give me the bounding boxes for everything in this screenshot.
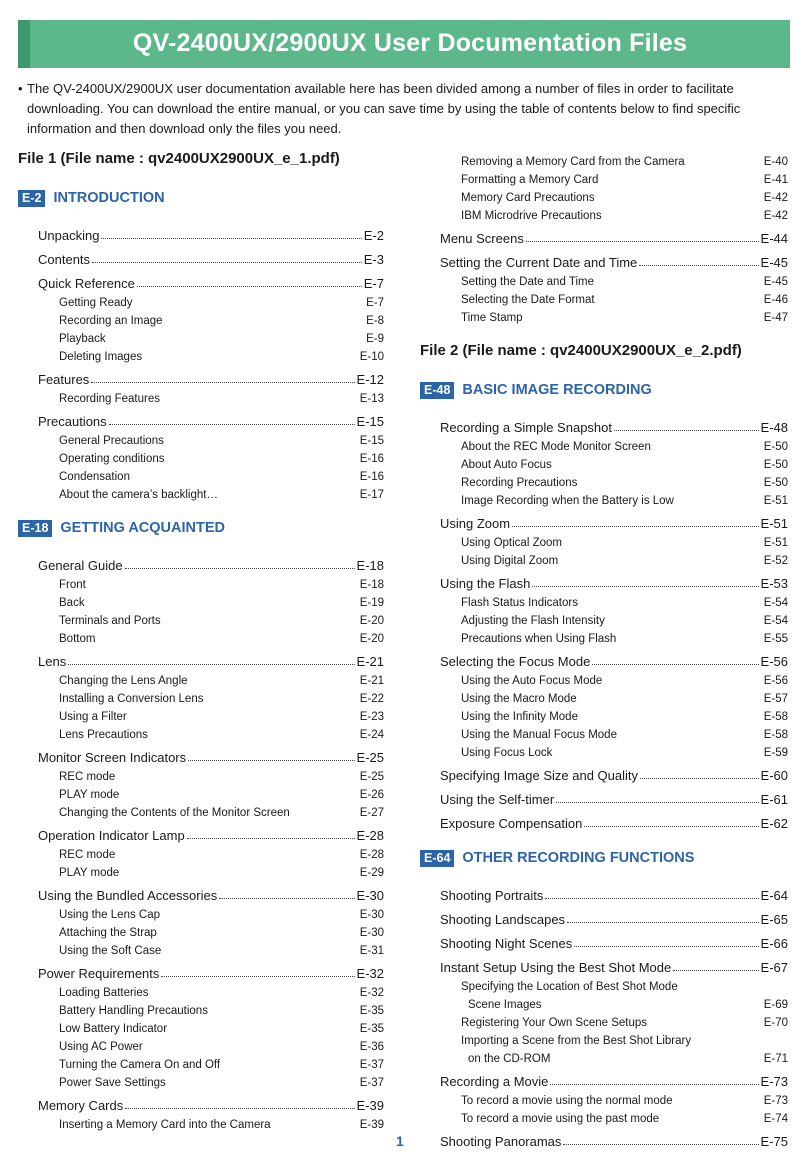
toc-subentry[interactable]: About the camera’s backlight… E-17 xyxy=(59,489,384,501)
toc-subentry[interactable]: Loading Batteries E-32 xyxy=(59,987,384,999)
toc-subentry[interactable]: Specifying the Location of Best Shot Mode xyxy=(461,981,678,993)
toc-subentry[interactable]: Precautions when Using Flash E-55 xyxy=(461,633,788,645)
toc-entry[interactable]: Recording a Movie E-73 xyxy=(440,1074,788,1089)
title-banner xyxy=(18,20,790,68)
toc-subentry[interactable]: Getting Ready E-7 xyxy=(59,297,384,309)
toc-entry[interactable]: Shooting Panoramas E-75 xyxy=(440,1134,788,1149)
toc-entry[interactable]: General Guide E-18 xyxy=(38,558,384,573)
toc-subentry[interactable]: Setting the Date and Time E-45 xyxy=(461,276,788,288)
bullet-icon: • xyxy=(18,81,23,96)
toc-entry[interactable]: Exposure Compensation E-62 xyxy=(440,816,788,831)
toc-subentry[interactable]: Condensation E-16 xyxy=(59,471,384,483)
file2-title: File 2 (File name : qv2400UX2900UX_e_2.pdf) xyxy=(420,342,742,359)
toc-entry[interactable]: Instant Setup Using the Best Shot Mode E-67 xyxy=(440,960,788,975)
toc-subentry[interactable]: Recording Features E-13 xyxy=(59,393,384,405)
toc-entry[interactable]: Lens E-21 xyxy=(38,654,384,669)
toc-subentry[interactable]: Image Recording when the Battery is Low E-51 xyxy=(461,495,788,507)
toc-entry[interactable]: Using the Bundled Accessories E-30 xyxy=(38,888,384,903)
toc-subentry[interactable]: Using the Soft Case E-31 xyxy=(59,945,384,957)
section-page-badge: E-64 xyxy=(420,850,454,867)
toc-entry[interactable]: Shooting Portraits E-64 xyxy=(440,888,788,903)
toc-subentry[interactable]: Front E-18 xyxy=(59,579,384,591)
toc-subentry[interactable]: Importing a Scene from the Best Shot Library xyxy=(461,1035,692,1047)
toc-entry[interactable]: Shooting Landscapes E-65 xyxy=(440,912,788,927)
left-column xyxy=(18,150,384,1131)
toc-subentry[interactable]: Back E-19 xyxy=(59,597,384,609)
toc-subentry[interactable]: Scene Images E-69 xyxy=(468,999,788,1011)
section-page-badge: E-18 xyxy=(18,520,52,537)
section-page-badge: E-2 xyxy=(18,190,45,207)
toc-entry[interactable]: Features E-12 xyxy=(38,372,384,387)
toc-subentry[interactable]: Bottom E-20 xyxy=(59,633,384,645)
toc-subentry[interactable]: Power Save Settings E-37 xyxy=(59,1077,384,1089)
toc-subentry[interactable]: Using Digital Zoom E-52 xyxy=(461,555,788,567)
toc-subentry[interactable]: Time Stamp E-47 xyxy=(461,312,788,324)
toc-subentry[interactable]: on the CD-ROM E-71 xyxy=(468,1053,788,1065)
toc-subentry[interactable]: Adjusting the Flash Intensity E-54 xyxy=(461,615,788,627)
toc-subentry[interactable]: Formatting a Memory Card E-41 xyxy=(461,174,788,186)
toc-subentry[interactable]: Battery Handling Precautions E-35 xyxy=(59,1005,384,1017)
toc-subentry[interactable]: Using AC Power E-36 xyxy=(59,1041,384,1053)
toc-subentry[interactable]: Flash Status Indicators E-54 xyxy=(461,597,788,609)
toc-subentry[interactable]: REC mode E-28 xyxy=(59,849,384,861)
toc-entry[interactable]: Using the Flash E-53 xyxy=(440,576,788,591)
toc-entry[interactable]: Selecting the Focus Mode E-56 xyxy=(440,654,788,669)
toc-subentry[interactable]: Installing a Conversion Lens E-22 xyxy=(59,693,384,705)
toc-subentry[interactable]: Terminals and Ports E-20 xyxy=(59,615,384,627)
toc-subentry[interactable]: Attaching the Strap E-30 xyxy=(59,927,384,939)
section-other-recording xyxy=(420,845,788,871)
toc-subentry[interactable]: Playback E-9 xyxy=(59,333,384,345)
toc-subentry[interactable]: Operating conditions E-16 xyxy=(59,453,384,465)
toc-subentry[interactable]: Deleting Images E-10 xyxy=(59,351,384,363)
toc-subentry[interactable]: About the REC Mode Monitor Screen E-50 xyxy=(461,441,788,453)
toc-subentry[interactable]: Lens Precautions E-24 xyxy=(59,729,384,741)
toc-subentry[interactable]: Using the Infinity Mode E-58 xyxy=(461,711,788,723)
intro-text: The QV-2400UX/2900UX user documentation available here has been divided among a number of files in order to facilitate downloading. You can download the entire manual, or you can save time by using the table of contents below to find specific information and then download only the files you need. xyxy=(27,81,741,136)
toc-entry[interactable]: Menu Screens E-44 xyxy=(440,231,788,246)
section-page-badge: E-48 xyxy=(420,382,454,399)
toc-subentry[interactable]: Selecting the Date Format E-46 xyxy=(461,294,788,306)
section-getting-acquainted xyxy=(18,515,384,541)
toc-subentry[interactable]: General Precautions E-15 xyxy=(59,435,384,447)
toc-subentry[interactable]: To record a movie using the past mode E-74 xyxy=(461,1113,788,1125)
toc-subentry[interactable]: Low Battery Indicator E-35 xyxy=(59,1023,384,1035)
toc-subentry[interactable]: Using the Macro Mode E-57 xyxy=(461,693,788,705)
toc-entry[interactable]: Unpacking E-2 xyxy=(38,228,384,243)
toc-subentry[interactable]: Memory Card Precautions E-42 xyxy=(461,192,788,204)
toc-subentry[interactable]: About Auto Focus E-50 xyxy=(461,459,788,471)
toc-entry[interactable]: Power Requirements E-32 xyxy=(38,966,384,981)
page-title: QV-2400UX/2900UX User Documentation Files xyxy=(132,29,688,57)
toc-entry[interactable]: Precautions E-15 xyxy=(38,414,384,429)
toc-entry[interactable]: Monitor Screen Indicators E-25 xyxy=(38,750,384,765)
toc-subentry[interactable]: Turning the Camera On and Off E-37 xyxy=(59,1059,384,1071)
toc-subentry[interactable]: Using the Auto Focus Mode E-56 xyxy=(461,675,788,687)
toc-subentry[interactable]: Inserting a Memory Card into the Camera E-39 xyxy=(59,1119,384,1131)
toc-subentry[interactable]: Using the Manual Focus Mode E-58 xyxy=(461,729,788,741)
section-basic-recording xyxy=(420,377,788,403)
section-title: GETTING ACQUAINTED xyxy=(60,520,226,536)
toc-subentry[interactable]: Removing a Memory Card from the Camera E-40 xyxy=(461,156,788,168)
toc-subentry[interactable]: PLAY mode E-26 xyxy=(59,789,384,801)
toc-subentry[interactable]: To record a movie using the normal mode E-73 xyxy=(461,1095,788,1107)
section-title: INTRODUCTION xyxy=(53,190,165,206)
toc-subentry[interactable]: REC mode E-25 xyxy=(59,771,384,783)
toc-entry[interactable]: Contents E-3 xyxy=(38,252,384,267)
toc-entry[interactable]: Shooting Night Scenes E-66 xyxy=(440,936,788,951)
toc-subentry[interactable]: Using Focus Lock E-59 xyxy=(461,747,788,759)
toc-subentry[interactable]: IBM Microdrive Precautions E-42 xyxy=(461,210,788,222)
toc-entry[interactable]: Memory Cards E-39 xyxy=(38,1098,384,1113)
toc-subentry[interactable]: Registering Your Own Scene Setups E-70 xyxy=(461,1017,788,1029)
toc-entry[interactable]: Specifying Image Size and Quality E-60 xyxy=(440,768,788,783)
intro-paragraph xyxy=(18,79,792,139)
toc-entry[interactable]: Recording a Simple Snapshot E-48 xyxy=(440,420,788,435)
toc-entry[interactable]: Operation Indicator Lamp E-28 xyxy=(38,828,384,843)
toc-subentry[interactable]: Using the Lens Cap E-30 xyxy=(59,909,384,921)
right-column xyxy=(420,150,788,1149)
section-introduction xyxy=(18,185,384,211)
toc-entry[interactable]: Setting the Current Date and Time E-45 xyxy=(440,255,788,270)
toc-entry[interactable]: Using Zoom E-51 xyxy=(440,516,788,531)
page-number: 1 xyxy=(396,1133,404,1149)
toc-subentry[interactable]: Using a Filter E-23 xyxy=(59,711,384,723)
toc-subentry[interactable]: PLAY mode E-29 xyxy=(59,867,384,879)
file1-title: File 1 (File name : qv2400UX2900UX_e_1.pdf) xyxy=(18,150,340,167)
section-title: BASIC IMAGE RECORDING xyxy=(462,382,652,398)
toc-subentry[interactable]: Recording Precautions E-50 xyxy=(461,477,788,489)
toc-subentry[interactable]: Recording an Image E-8 xyxy=(59,315,384,327)
toc-subentry[interactable]: Using Optical Zoom E-51 xyxy=(461,537,788,549)
section-title: OTHER RECORDING FUNCTIONS xyxy=(462,850,695,866)
toc-subentry[interactable]: Changing the Lens Angle E-21 xyxy=(59,675,384,687)
toc-entry[interactable]: Using the Self-timer E-61 xyxy=(440,792,788,807)
toc-entry[interactable]: Quick Reference E-7 xyxy=(38,276,384,291)
toc-subentry[interactable]: Changing the Contents of the Monitor Screen E-27 xyxy=(59,807,384,819)
